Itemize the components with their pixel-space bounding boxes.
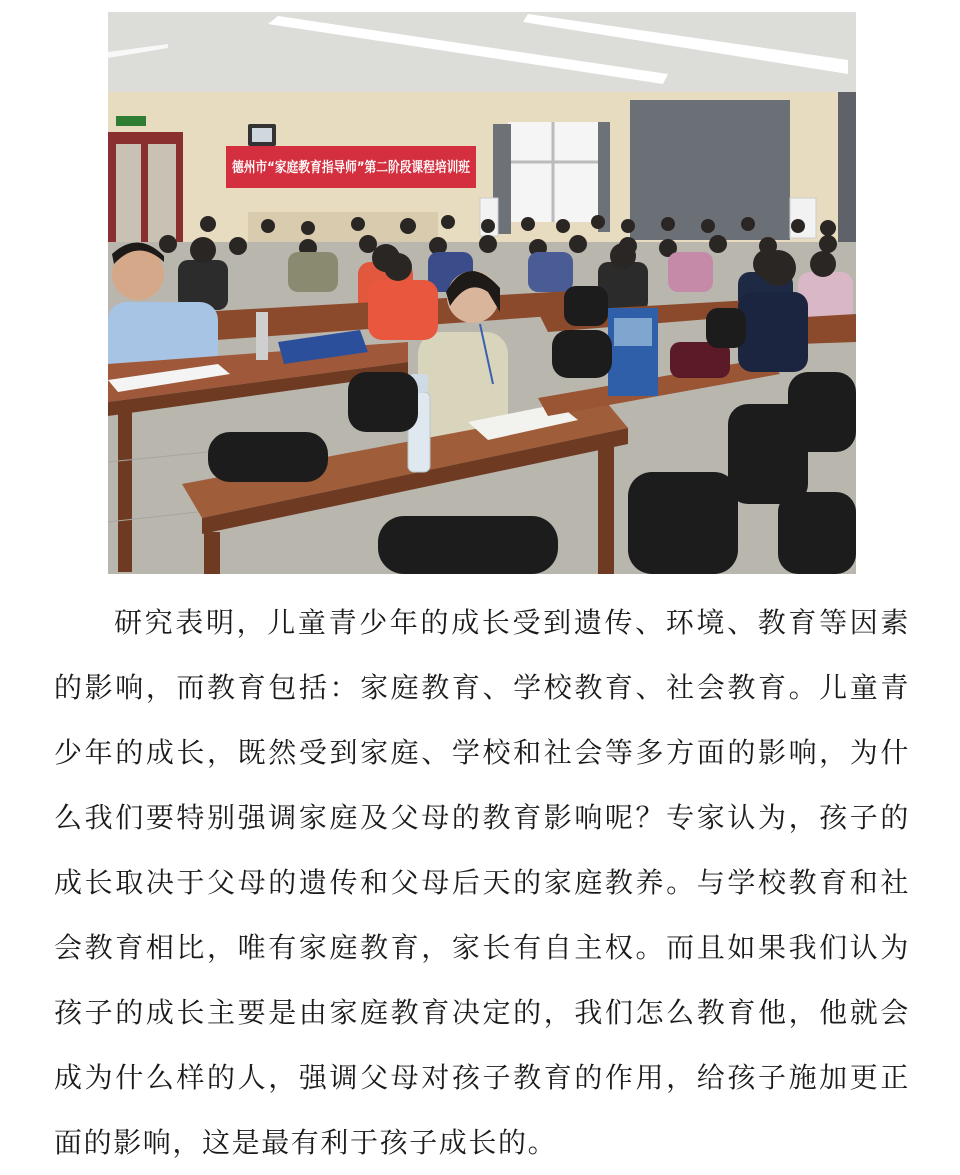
exit-sign xyxy=(116,116,146,126)
banner-text: 德州市“家庭教育指导师”第二阶段课程培训班 xyxy=(232,160,517,176)
article-paragraph: 研究表明，儿童青少年的成长受到遗传、环境、教育等因素的影响，而教育包括：家庭教育、学校教育、社会教育。儿童青少年的成长，既然受到家庭、学校和社会等多方面的影响，为什么我们要特别强调家庭及父母的教育影响呢？专家认为，孩子的成长取决于父母的遗传和父母后天的家庭教养。与学校教育和社会教育相比，唯有家庭教育，家长有自主权。而且如果我们认为孩子的成长主要是由家庭教育决定的，我们怎么教育他，他就会成为什么样的人，强调父母对孩子教育的作用，给孩子施加更正面的影响，这是最有利于孩子成长的。 xyxy=(54,606,910,1159)
classroom-photo xyxy=(108,12,856,574)
